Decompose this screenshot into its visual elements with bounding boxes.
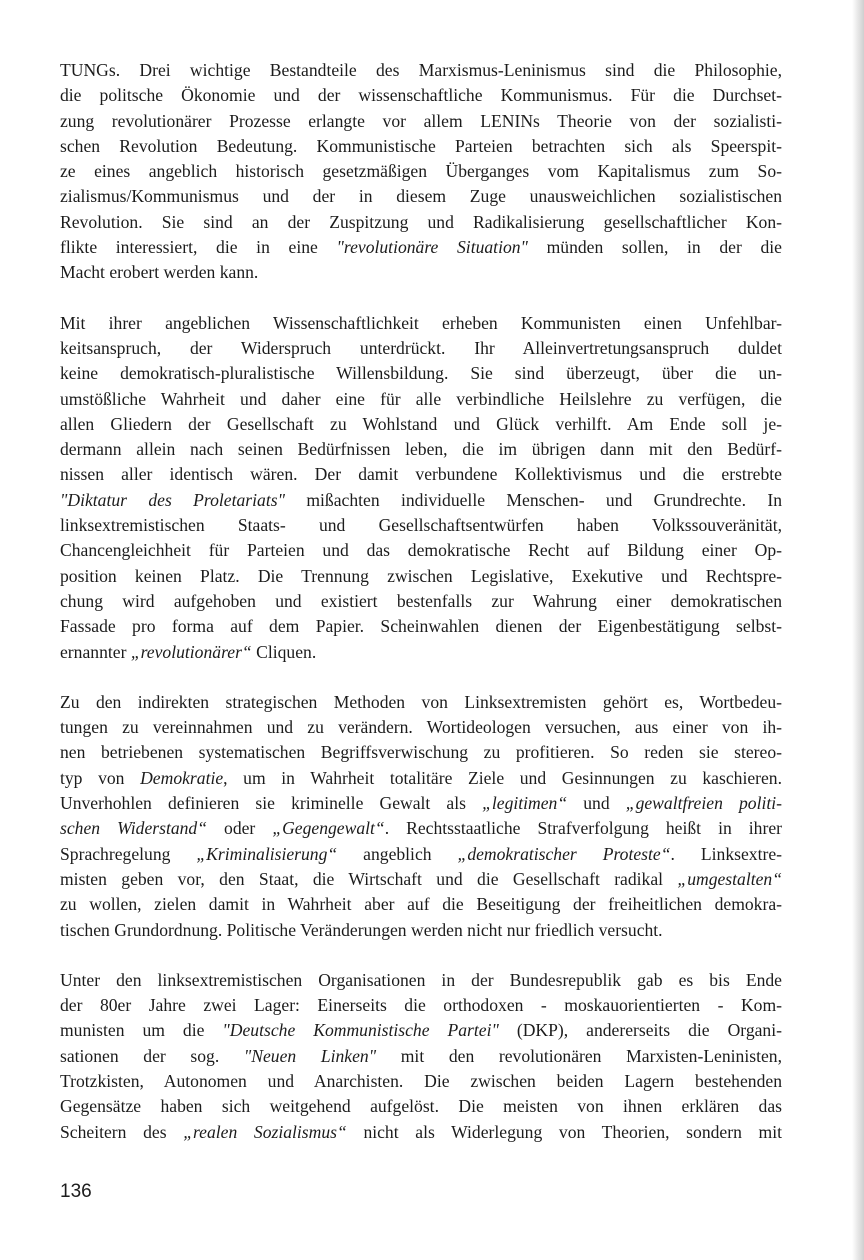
italic-quote: „demokratischer Proteste“: [457, 843, 671, 864]
paragraph-2: [60, 311, 782, 665]
text-line: [60, 918, 782, 943]
text-line: [60, 892, 782, 917]
text-line: [60, 1120, 782, 1145]
text-line: [60, 235, 782, 260]
text-run: oder: [207, 818, 273, 839]
text-run: zu wollen, zielen damit in Wahrheit aber auf die Beseitigung der freiheitlichen demokra-: [60, 894, 782, 915]
italic-quote: "Deutsche Kommunistische Partei": [222, 1020, 499, 1041]
document-page: [60, 58, 782, 1170]
text-run: (DKP), andererseits die Organi-: [498, 1020, 782, 1041]
text-run: umstößliche Wahrheit und daher eine für alle verbindliche Heilslehre zu verfügen, die: [60, 388, 782, 409]
text-line: [60, 1018, 782, 1043]
text-run: ernannter: [60, 641, 131, 662]
text-run: zung revolutionärer Prozesse erlangte vor allem LENINs Theorie von der sozialisti-: [60, 110, 782, 131]
text-run: der 80er Jahre zwei Lager: Einerseits die orthodoxen - moskauorientierten - Kom-: [60, 995, 782, 1016]
text-run: mit den revolutionären Marxisten-Leninisten,: [376, 1045, 782, 1066]
text-run: Zu den indirekten strategischen Methoden von Linksextremisten gehört es, Wortbedeu-: [60, 691, 782, 712]
text-line: [60, 993, 782, 1018]
text-run: Trotzkisten, Autonomen und Anarchisten. Die zwischen beiden Lagern bestehenden: [60, 1070, 782, 1091]
paragraph-4: [60, 968, 782, 1145]
scan-page-edge: [852, 0, 864, 1260]
text-run: Chancengleichheit für Parteien und das demokratische Recht auf Bildung einer Op-: [60, 540, 782, 561]
italic-quote: schen Widerstand“: [60, 818, 208, 839]
text-line: [60, 159, 782, 184]
text-line: [60, 740, 782, 765]
text-run: keitsanspruch, der Widerspruch unterdrückt. Ihr Alleinvertretungsanspruch duldet: [60, 337, 782, 358]
text-run: und: [567, 793, 626, 814]
text-line: [60, 589, 782, 614]
italic-quote: „legitimen“: [482, 793, 568, 814]
paragraph-1: [60, 58, 782, 286]
text-line: [60, 766, 782, 791]
text-run: Gegensätze haben sich weitgehend aufgelöst. Die meisten von ihnen erklären das: [60, 1096, 782, 1117]
text-run: angeblich: [337, 843, 458, 864]
text-run: Revolution. Sie sind an der Zuspitzung und Radikalisierung gesellschaftlicher Kon-: [60, 211, 782, 232]
text-line: [60, 361, 782, 386]
text-run: mißachten individuelle Menschen- und Grundrechte. In: [284, 489, 783, 510]
italic-quote: "Neuen Linken": [243, 1045, 377, 1066]
text-line: [60, 640, 782, 665]
text-line: [60, 614, 782, 639]
text-run: tischen Grundordnung. Politische Veränderungen werden nicht nur friedlich versucht.: [60, 919, 663, 940]
text-run: typ von: [60, 767, 141, 788]
text-run: . Rechtsstaatliche Strafverfolgung heißt in ihrer: [384, 818, 782, 839]
text-run: ze eines angeblich historisch gesetzmäßigen Überganges vom Kapitalismus zum So-: [60, 161, 782, 182]
text-run: münden sollen, in der die: [527, 237, 782, 258]
text-run: Mit ihrer angeblichen Wissenschaftlichkeit erheben Kommunisten einen Unfehlbar-: [60, 312, 782, 333]
text-line: [60, 83, 782, 108]
text-line: [60, 210, 782, 235]
text-line: [60, 387, 782, 412]
text-run: munisten um die: [60, 1020, 223, 1041]
italic-quote: „gewaltfreien politi-: [625, 793, 782, 814]
italic-quote: Demokratie: [140, 767, 224, 788]
italic-quote: "Diktatur des Proletariats": [60, 489, 285, 510]
italic-quote: „Kriminalisierung“: [196, 843, 338, 864]
text-line: [60, 134, 782, 159]
text-line: [60, 1044, 782, 1069]
text-run: die politsche Ökonomie und der wissenschaftliche Kommunismus. Für die Durchset-: [60, 85, 782, 106]
text-line: [60, 513, 782, 538]
text-line: [60, 488, 782, 513]
text-run: Macht erobert werden kann.: [60, 262, 259, 283]
text-run: tungen zu vereinnahmen und zu verändern. Wortideologen versuchen, aus einer von ih-: [60, 717, 782, 738]
italic-quote: „Gegengewalt“: [272, 818, 385, 839]
page-number: 136: [60, 1181, 92, 1202]
text-run: zialismus/Kommunismus und der in diesem Zuge unausweichlichen sozialistischen: [60, 186, 782, 207]
text-run: . Linksextre-: [670, 843, 782, 864]
text-run: TUNGs. Drei wichtige Bestandteile des Marxismus-Leninismus sind die Philosophie,: [60, 60, 782, 80]
text-line: [60, 1094, 782, 1119]
italic-quote: "revolutionäre Situation": [336, 237, 528, 258]
text-line: [60, 184, 782, 209]
text-run: sationen der sog.: [60, 1045, 244, 1066]
text-run: chung wird aufgehoben und existiert bestenfalls zur Wahrung einer demokratischen: [60, 590, 782, 611]
text-run: allen Gliedern der Gesellschaft zu Wohlstand und Glück verhilft. Am Ende soll je-: [60, 413, 782, 434]
text-run: , um in Wahrheit totalitäre Ziele und Gesinnungen zu kaschieren.: [223, 767, 783, 788]
text-line: [60, 58, 782, 83]
text-run: Unter den linksextremistischen Organisationen in der Bundesrepublik gab es bis Ende: [60, 969, 782, 990]
text-line: [60, 968, 782, 993]
text-line: [60, 715, 782, 740]
italic-quote: „umgestalten“: [677, 868, 782, 889]
text-run: misten geben vor, den Staat, die Wirtschaft und die Gesellschaft radikal: [60, 868, 678, 889]
text-run: nissen aller identisch wären. Der damit verbundene Kollektivismus und die erstrebte: [60, 464, 782, 485]
text-line: [60, 462, 782, 487]
text-run: dermann allein nach seinen Bedürfnissen leben, die im übrigen dann mit den Bedürf-: [60, 439, 782, 460]
text-run: keine demokratisch-pluralistische Willensbildung. Sie sind überzeugt, über die un-: [60, 363, 782, 384]
italic-quote: „realen Sozialismus“: [183, 1121, 347, 1142]
text-run: Scheitern des: [60, 1121, 184, 1142]
text-line: [60, 538, 782, 563]
text-line: [60, 437, 782, 462]
text-run: nicht als Widerlegung von Theorien, sondern mit: [346, 1121, 782, 1142]
text-run: Unverhohlen definieren sie kriminelle Gewalt als: [60, 793, 483, 814]
text-line: [60, 1069, 782, 1094]
paragraph-3: [60, 690, 782, 943]
text-run: nen betriebenen systematischen Begriffsverwischung zu profitieren. So reden sie stereo-: [60, 742, 782, 763]
text-line: [60, 842, 782, 867]
text-line: [60, 260, 782, 285]
text-line: [60, 109, 782, 134]
text-line: [60, 690, 782, 715]
text-line: [60, 311, 782, 336]
text-run: Sprachregelung: [60, 843, 197, 864]
text-run: Fassade pro forma auf dem Papier. Scheinwahlen dienen der Eigenbestätigung selbst-: [60, 616, 782, 637]
text-line: [60, 412, 782, 437]
text-run: schen Revolution Bedeutung. Kommunistische Parteien betrachten sich als Speerspit-: [60, 135, 782, 156]
text-run: position keinen Platz. Die Trennung zwischen Legislative, Exekutive und Rechtspre-: [60, 565, 782, 586]
text-run: Cliquen.: [251, 641, 317, 662]
text-run: flikte interessiert, die in eine: [60, 237, 337, 258]
italic-quote: „revolutionärer“: [130, 641, 252, 662]
text-line: [60, 867, 782, 892]
text-line: [60, 336, 782, 361]
text-line: [60, 791, 782, 816]
text-line: [60, 564, 782, 589]
text-line: [60, 816, 782, 841]
text-run: linksextremistischen Staats- und Gesellschaftsentwürfen haben Volkssouveränität,: [60, 515, 782, 536]
